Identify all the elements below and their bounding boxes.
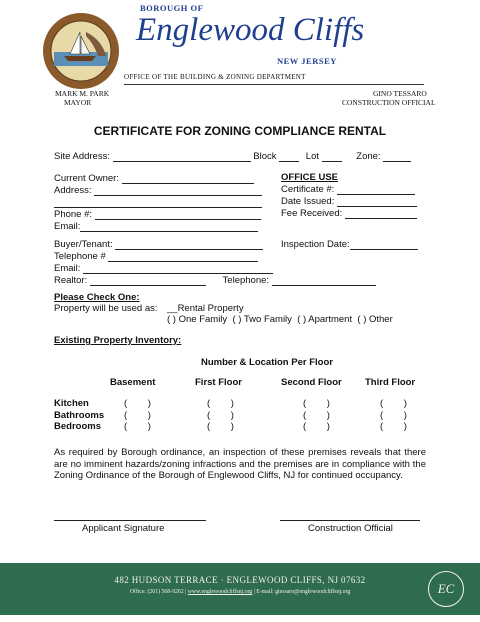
fee-received-field[interactable]: [345, 208, 417, 219]
address-label: Address:: [54, 185, 92, 196]
row-kitchen: Kitchen: [54, 398, 89, 409]
cell[interactable]: ( ): [303, 421, 339, 432]
row-bedrooms: Bedrooms: [54, 421, 101, 432]
zone-field[interactable]: [383, 151, 411, 162]
cell[interactable]: ( ): [207, 409, 243, 421]
address-field-2[interactable]: [54, 197, 262, 208]
block-field[interactable]: [279, 151, 299, 162]
fee-received-label: Fee Received:: [281, 208, 343, 219]
cell[interactable]: ( ): [380, 409, 416, 421]
cell[interactable]: ( ): [124, 421, 160, 432]
date-issued-label: Date Issued:: [281, 196, 335, 207]
office-use-block: [281, 172, 417, 220]
cell[interactable]: ( ): [380, 398, 416, 409]
cell[interactable]: ( ): [380, 421, 416, 432]
footer-logo: [428, 571, 464, 607]
inspection-date-field[interactable]: [350, 239, 418, 250]
borough-of-label: BOROUGH OF: [140, 3, 204, 13]
first-floor-cells: [207, 398, 243, 433]
cell[interactable]: ( ): [124, 409, 160, 421]
borough-seal: [42, 12, 120, 90]
second-floor-cells: [303, 398, 339, 433]
header-rule: [124, 84, 424, 85]
town-name: Englewood Cliffs: [136, 12, 365, 48]
footer-bar: [0, 563, 480, 615]
official-title: CONSTRUCTION OFFICIAL: [342, 98, 436, 107]
footer-email: | E-mail: gtessaro@englewoodcliffsnj.org: [253, 589, 351, 595]
site-address-label: Site Address:: [54, 151, 110, 162]
inventory-heading: Existing Property Inventory:: [54, 335, 182, 346]
cell[interactable]: ( ): [303, 398, 339, 409]
cell[interactable]: ( ): [207, 398, 243, 409]
lot-label: Lot: [305, 151, 319, 162]
phone-field[interactable]: [95, 209, 261, 220]
property-type-options[interactable]: ( ) One Family ( ) Two Family ( ) Apartment ( ) Other: [167, 314, 393, 325]
email-label: Email:: [54, 221, 81, 232]
site-address-field[interactable]: [113, 151, 251, 162]
row-bathrooms: Bathrooms: [54, 409, 105, 421]
official-name: GINO TESSARO: [373, 89, 427, 98]
zone-label: Zone:: [356, 151, 381, 162]
buyer-tenant-label: Buyer/Tenant:: [54, 239, 113, 250]
page-title: CERTIFICATE FOR ZONING COMPLIANCE RENTAL: [93, 124, 387, 138]
realtor-field[interactable]: [90, 275, 206, 286]
col-third-floor: Third Floor: [365, 377, 416, 388]
certificate-field[interactable]: [337, 184, 415, 195]
mayor-name: MARK M. PARK: [55, 89, 110, 98]
used-as-label: Property will be used as:: [54, 303, 158, 314]
footer-address: 482 HUDSON TERRACE · ENGLEWOOD CLIFFS, NJ 07632: [114, 575, 366, 585]
official-signature-line[interactable]: [280, 520, 420, 521]
current-owner-field[interactable]: [122, 173, 254, 184]
telephone-num-field[interactable]: [108, 251, 258, 262]
inspection-date-row: [281, 239, 418, 250]
mayor-title: MAYOR: [64, 98, 92, 107]
phone-label: Phone #:: [54, 209, 93, 220]
footer-logo-text: EC: [437, 581, 455, 596]
office-label: OFFICE OF THE BUILDING & ZONING DEPARTMENT: [124, 73, 306, 81]
lot-field[interactable]: [322, 151, 342, 162]
basement-cells: [124, 398, 160, 433]
applicant-signature-label: Applicant Signature: [82, 523, 165, 534]
official-signature-label: Construction Official: [308, 523, 393, 534]
col-basement: Basement: [110, 377, 156, 388]
telephone-num-label: Telephone #: [54, 251, 106, 262]
check-heading: Please Check One:: [54, 292, 140, 303]
inspection-date-label: Inspection Date:: [281, 239, 350, 250]
telephone-label: Telephone:: [222, 275, 270, 286]
footer-office: Office: (201) 568-9262 |: [129, 589, 187, 595]
block-label: Block: [253, 151, 277, 162]
address-field[interactable]: [94, 185, 262, 196]
applicant-signature-line[interactable]: [54, 520, 206, 521]
email2-label: Email:: [54, 263, 81, 274]
email2-field[interactable]: [83, 263, 273, 274]
col-second-floor: Second Floor: [281, 377, 342, 388]
site-address-row: [54, 151, 411, 162]
compliance-statement: As required by Borough ordinance, an inspection of these premises reveals that there are no imminent hazards/zoning infractions and the premises are in compliance with the Zoning Ordinance of the Borough of Englewood Cliffs, NJ for continued occupancy.: [54, 447, 426, 481]
date-issued-field[interactable]: [337, 196, 417, 207]
owner-block: [54, 173, 262, 233]
telephone-field[interactable]: [272, 275, 376, 286]
inventory-subheading: Number & Location Per Floor: [201, 357, 333, 368]
certificate-label: Certificate #:: [281, 184, 335, 195]
current-owner-label: Current Owner:: [54, 173, 119, 184]
third-floor-cells: [380, 398, 416, 433]
email-field[interactable]: [80, 221, 258, 232]
cell[interactable]: ( ): [303, 409, 339, 421]
cell[interactable]: ( ): [124, 398, 160, 409]
state-label: NEW JERSEY: [277, 56, 337, 66]
footer-contact: [0, 589, 480, 595]
office-use-heading: OFFICE USE: [281, 172, 339, 183]
footer-website-link[interactable]: www.englewoodcliffsnj.org: [187, 589, 253, 595]
cell[interactable]: ( ): [207, 421, 243, 432]
row-labels: [54, 398, 104, 433]
rental-property-option[interactable]: __Rental Property: [167, 303, 244, 314]
realtor-label: Realtor:: [54, 275, 88, 286]
col-first-floor: First Floor: [195, 377, 242, 388]
buyer-tenant-field[interactable]: [115, 239, 263, 250]
